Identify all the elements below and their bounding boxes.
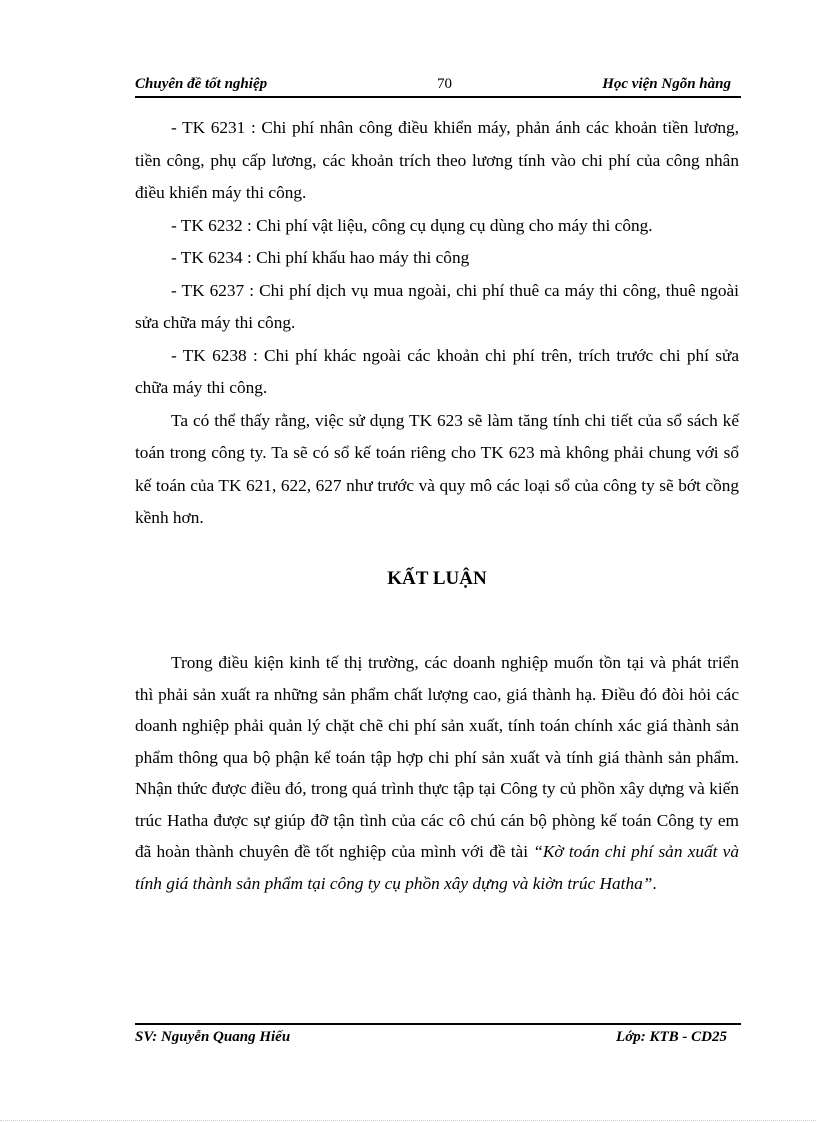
paragraph-summary: Ta có thể thấy rằng, việc sử dụng TK 623 sẽ làm tăng tính chi tiết của sổ sách kế toán trong công ty. Ta sẽ có sổ kế toán riêng cho TK 623 mà không phải chung với sổ kế toán của TK 621, 622, 627 như trước và quy mô các loại sổ của công ty sẽ bớt cồng kềnh hơn.	[135, 410, 739, 527]
conclusion-heading: KẤT LUẬN	[387, 568, 487, 589]
paragraph-tk6238: - TK 6238 : Chi phí khác ngoài các khoản chi phí trên, trích trước chi phí sửa chữa máy thi công.	[135, 345, 739, 397]
conclusion-section	[135, 647, 739, 899]
conclusion-text: Trong điều kiện kinh tế thị trường, các doanh nghiệp muốn tồn tại và phát triển thì phải sản xuất ra những sản phẩm chất lượng cao, giá thành hạ. Điều đó đòi hỏi các doanh nghiệp phải quản lý chặt chẽ chi phí sản xuất, tính toán chính xác giá thành sản phẩm thông qua bộ phận kế toán tập hợp chi phí sản xuất và tính giá thành sản phẩm. Nhận thức được điều đó, trong quá trình thực tập tại Công ty củ phồn xây dựng và kiến trúc Hatha được sự giúp đỡ tận tình của các cô chú cán bộ phòng kế toán Công ty em đã hoàn thành chuyên đề tốt nghiệp của mình với đề tài	[135, 653, 739, 861]
paragraph-tk6237: - TK 6237 : Chi phí dịch vụ mua ngoài, chi phí thuê ca máy thi công, thuê ngoài sửa chữa máy thi công.	[135, 280, 739, 332]
page-header	[135, 76, 741, 96]
body-text	[135, 112, 739, 535]
page-number: 70	[437, 76, 452, 92]
header-document-type: Chuyên đề tốt nghiệp	[135, 76, 268, 92]
footer-rule	[135, 1023, 741, 1025]
conclusion-period: .	[652, 873, 657, 893]
paragraph-tk6231: - TK 6231 : Chi phí nhân công điều khiển máy, phản ánh các khoản tiền lương, tiền công, phụ cấp lương, các khoản trích theo lương tính vào chi phí của công nhân điều khiển máy thi công.	[135, 118, 739, 202]
conclusion-paragraph	[135, 647, 739, 899]
paragraph-tk6232: - TK 6232 : Chi phí vật liệu, công cụ dụng cụ dùng cho máy thi công.	[171, 215, 653, 235]
header-institution: Học viện Ngõn hàng	[602, 76, 731, 92]
footer-class: Lớp: KTB - CD25	[616, 1029, 727, 1045]
footer-student: SV: Nguyễn Quang Hiếu	[135, 1029, 291, 1045]
paragraph-tk6234: - TK 6234 : Chi phí khấu hao máy thi công	[171, 248, 470, 267]
page-footer	[135, 1029, 741, 1049]
header-rule	[135, 96, 741, 98]
page-edge	[0, 1120, 816, 1121]
thesis-title: “Kờ toán chi phí sản xuất và tính giá thành sản phẩm tại công ty cụ phồn xây dựng và kiờn trúc Hatha”	[135, 842, 739, 893]
